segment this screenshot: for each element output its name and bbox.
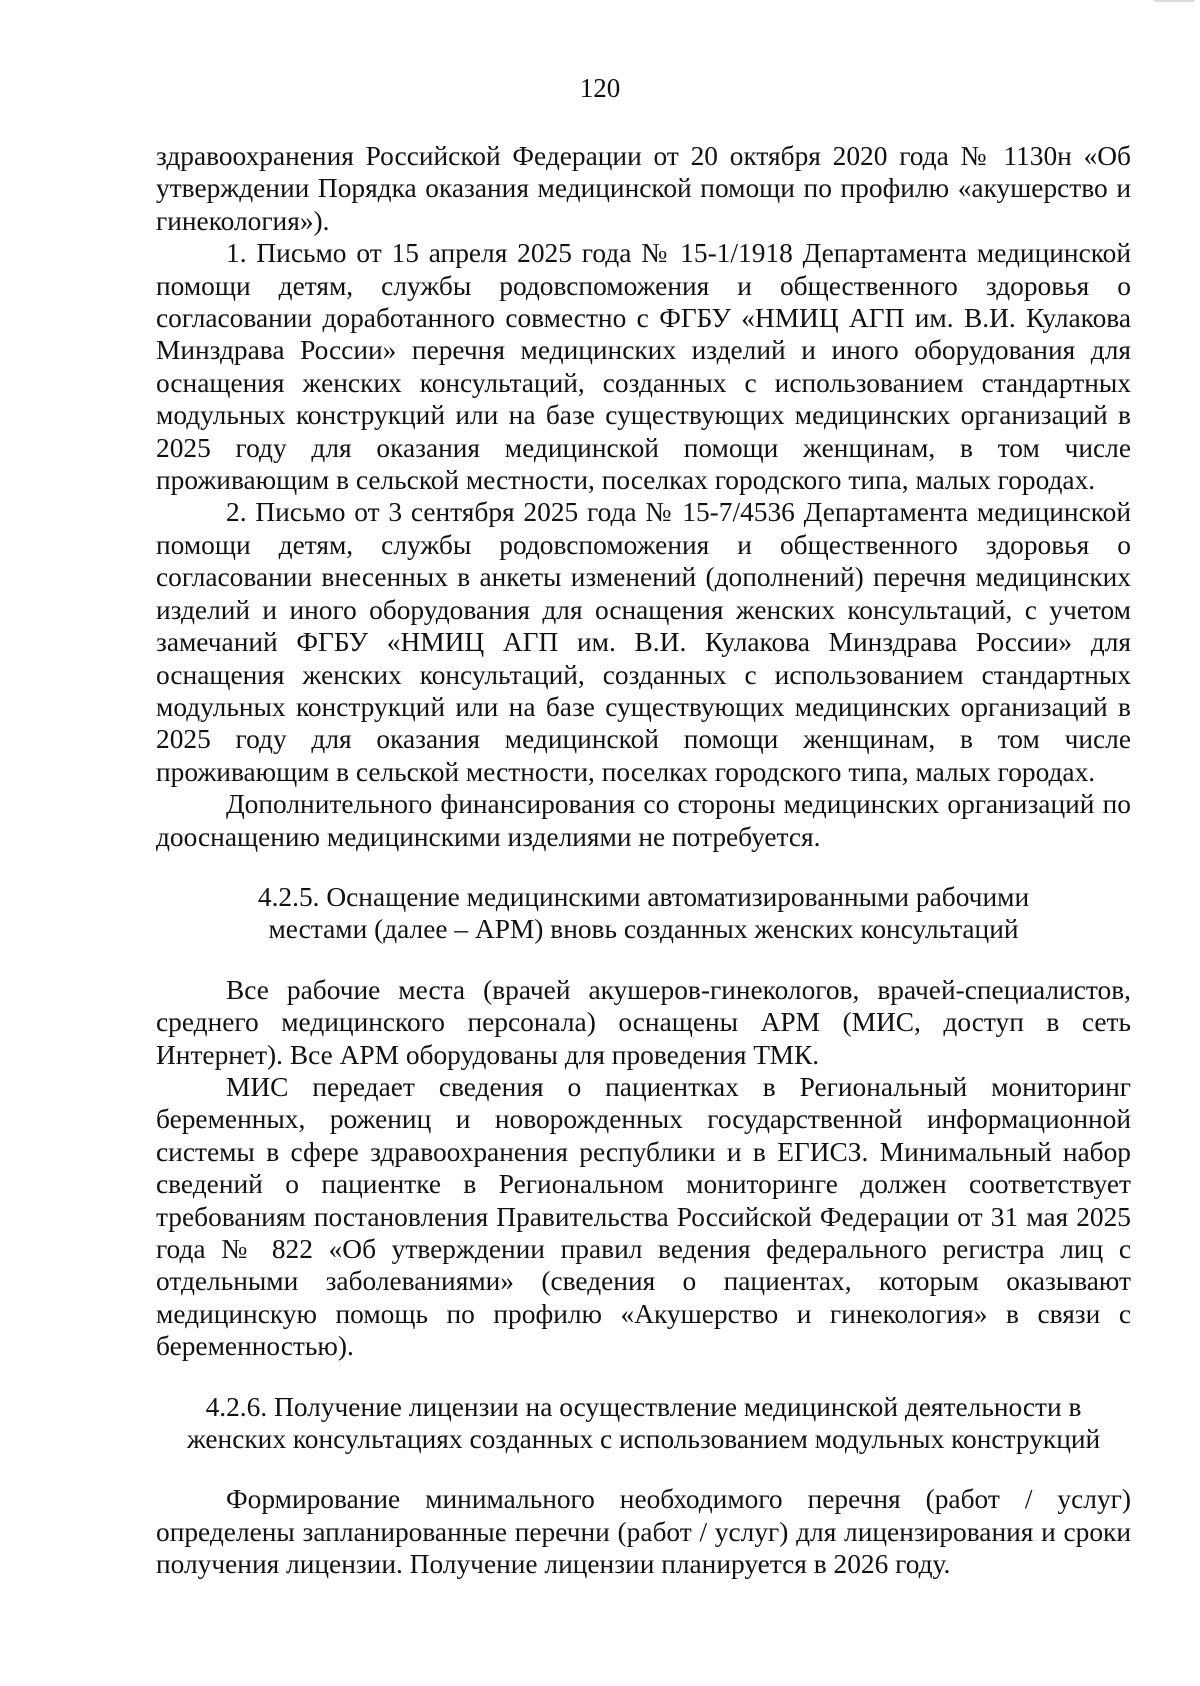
- paragraph-license: Формирование минимального необходимого перечня (работ / услуг) определены запланированные перечни (работ / услуг) для лицензирования и сроки получения лицензии. Получение лицензии планируется в 2026 году.: [156, 1484, 1131, 1580]
- paragraph-mis: МИС передает сведения о пациентках в Региональный мониторинг беременных, рожениц и новорожденных государственной информационной системы в сфере здравоохранения республики и в ЕГИСЗ. Минимальный набор сведений о пациентке в Региональном мониторинге должен соответствует требованиям постановления Правительства Российской Федерации от 31 мая 2025 года № 822 «Об утверждении правил ведения федерального регистра лиц с отдельными заболеваниями» (сведения о пациентах, которым оказывают медицинскую помощь по профилю «Акушерство и гинекология» в связи с беременностью).: [156, 1071, 1131, 1362]
- paragraph-letter-2: 2. Письмо от 3 сентября 2025 года № 15-7/4536 Департамента медицинской помощи детям, службы родовспоможения и общественного здоровья о согласовании внесенных в анкеты изменений (дополнений) перечня медицинских изделий и иного оборудования для оснащения женских консультаций, с учетом замечаний ФГБУ «НМИЦ АГП им. В.И. Кулакова Минздрава России» для оснащения женских консультаций, созданных с использованием стандартных модульных конструкций или на базе существующих медицинских организаций в 2025 году для оказания медицинской помощи женщинам, в том числе проживающим в сельской местности, поселках городского типа, малых городах.: [156, 497, 1131, 787]
- section-heading-4-2-6: 4.2.6. Получение лицензии на осуществление медицинской деятельности в женских консультациях созданных с использованием модульных конструкций: [186, 1391, 1101, 1455]
- paragraph-letter-1: 1. Письмо от 15 апреля 2025 года № 15-1/1918 Департамента медицинской помощи детям, службы родовспоможения и общественного здоровья о согласовании доработанного совместно с ФГБУ «НМИЦ АГП им. В.И. Кулакова Минздрава России» перечня медицинских изделий и иного оборудования для оснащения женских консультаций, созданных с использованием стандартных модульных конструкций или на базе существующих медицинских организаций в 2025 году для оказания медицинской помощи женщинам, в том числе проживающим в сельской местности, поселках городского типа, малых городах.: [156, 238, 1131, 496]
- document-body: [156, 140, 1131, 1581]
- paragraph-workplaces: Все рабочие места (врачей акушеров-гинекологов, врачей-специалистов, среднего медицинского персонала) оснащены АРМ (МИС, доступ в сеть Интернет). Все АРМ оборудованы для проведения ТМК.: [156, 974, 1131, 1070]
- scan-corner-mark: [1154, 0, 1194, 2]
- paragraph-financing: Дополнительного финансирования со стороны медицинских организаций по дооснащению медицинскими изделиями не потребуется.: [156, 789, 1131, 852]
- paragraph-continuation: здравоохранения Российской Федерации от 20 октября 2020 года № 1130н «Об утверждении Порядка оказания медицинской помощи по профилю «акушерство и гинекология»).: [156, 141, 1131, 236]
- page-number: 120: [579, 73, 621, 103]
- section-heading-4-2-5: 4.2.5. Оснащение медицинскими автоматизированными рабочими местами (далее – АРМ) вновь созданных женских консультаций: [257, 881, 1030, 945]
